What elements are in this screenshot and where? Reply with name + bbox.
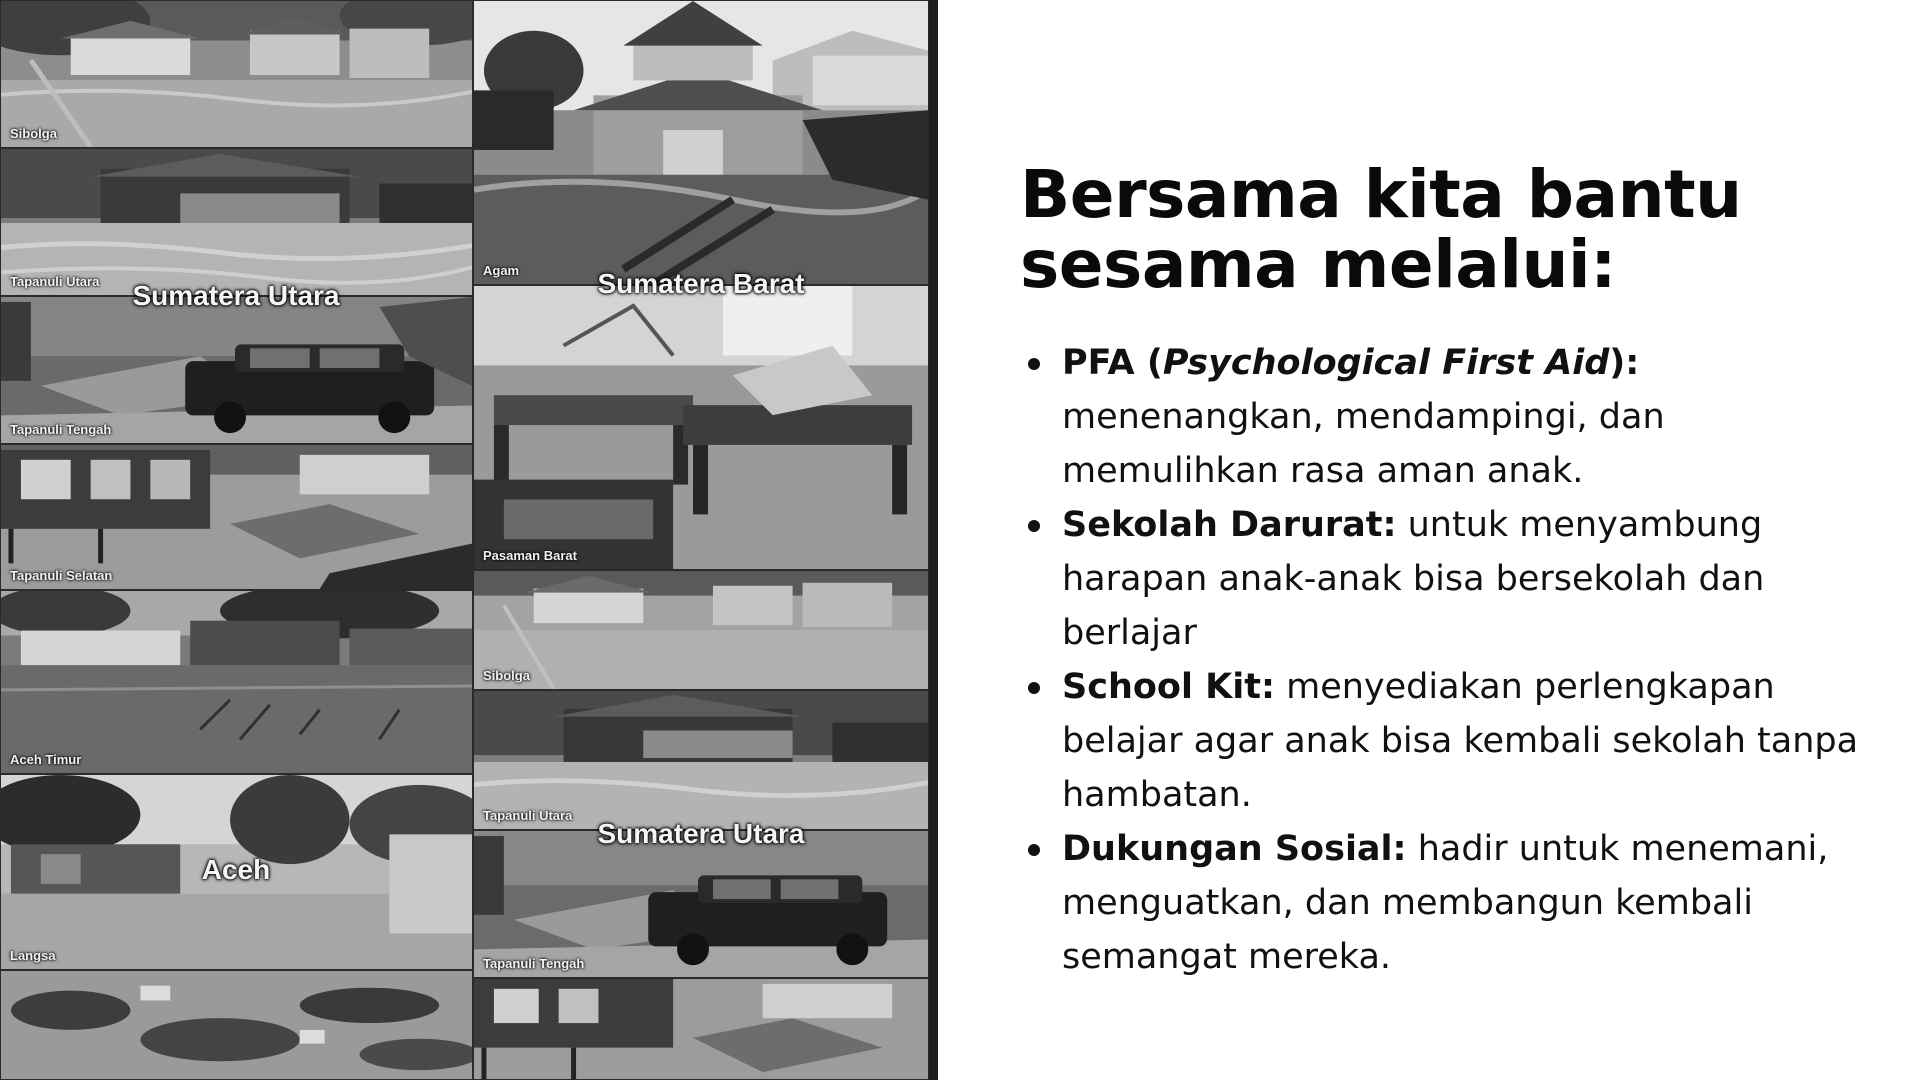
photo-collapsed-house-right (473, 978, 929, 1080)
region-label-sumatera-utara-right: Sumatera Utara (597, 818, 805, 849)
bullet-description: untuk menyambung harapan anak-anak bisa bersekolah dan berlajar (1062, 505, 1765, 653)
bullet-term-italic: Psychological First Aid (1162, 343, 1610, 383)
bullet-pfa (1020, 336, 1880, 498)
photo-label: Agam (483, 263, 520, 278)
bullet-description: hadir untuk menemani, menguatkan, dan membangun kembali semangat mereka. (1062, 829, 1829, 977)
bullet-school-kit (1020, 660, 1880, 822)
photo-label: Pasaman Barat (483, 548, 577, 563)
photo-tapanuli-utara-left (0, 148, 473, 296)
photo-sibolga-left (0, 0, 473, 148)
bullet-term: Sekolah Darurat: (1062, 505, 1397, 545)
text-panel (1020, 156, 1880, 984)
title-line-2: sesama melalui: (1020, 226, 1616, 303)
region-label-sumatera-barat: Sumatera Barat (597, 268, 805, 299)
photo-aceh-timur (0, 590, 473, 774)
bullet-dot-icon (1028, 682, 1040, 694)
photo-tapanuli-tengah-left (0, 296, 473, 444)
region-label-aceh: Aceh (201, 854, 271, 885)
slide-title (1020, 156, 1880, 303)
photo-tapanuli-selatan-left (0, 444, 473, 590)
photo-collage (0, 0, 938, 1080)
photo-label: Tapanuli Tengah (483, 956, 585, 971)
bullet-list (1020, 336, 1880, 984)
bullet-term: Dukungan Sosial: (1062, 829, 1407, 869)
bullet-dukungan-sosial (1020, 822, 1880, 984)
title-line-1: Bersama kita bantu (1020, 156, 1742, 233)
photo-tapanuli-utara-right (473, 690, 929, 830)
bullet-sekolah-darurat (1020, 498, 1880, 660)
bullet-description: menenangkan, mendampingi, dan memulihkan rasa aman anak. (1062, 397, 1665, 491)
photo-label: Tapanuli Utara (483, 808, 573, 823)
photo-label: Sibolga (10, 126, 57, 141)
photo-label: Tapanuli Tengah (10, 422, 112, 437)
photo-label: Aceh Timur (10, 752, 82, 767)
photo-sibolga-right (473, 570, 929, 690)
bullet-dot-icon (1028, 520, 1040, 532)
region-label-sumatera-utara-left: Sumatera Utara (132, 280, 340, 311)
bullet-term: ): (1609, 343, 1640, 383)
photo-agam (473, 0, 929, 285)
photo-pasaman-barat (473, 285, 929, 570)
bullet-dot-icon (1028, 844, 1040, 856)
photo-label: Sibolga (483, 668, 530, 683)
photo-tapanuli-tengah-right (473, 830, 929, 978)
photo-label: Tapanuli Selatan (10, 568, 113, 583)
bullet-dot-icon (1028, 358, 1040, 370)
bullet-description: menyediakan perlengkapan belajar agar anak bisa kembali sekolah tanpa hambatan. (1062, 667, 1859, 815)
photo-aerial-flood (0, 970, 473, 1080)
bullet-term: PFA ( (1062, 343, 1163, 383)
bullet-term: School Kit: (1062, 667, 1275, 707)
photo-label: Langsa (10, 948, 56, 963)
photo-label: Tapanuli Utara (10, 274, 100, 289)
